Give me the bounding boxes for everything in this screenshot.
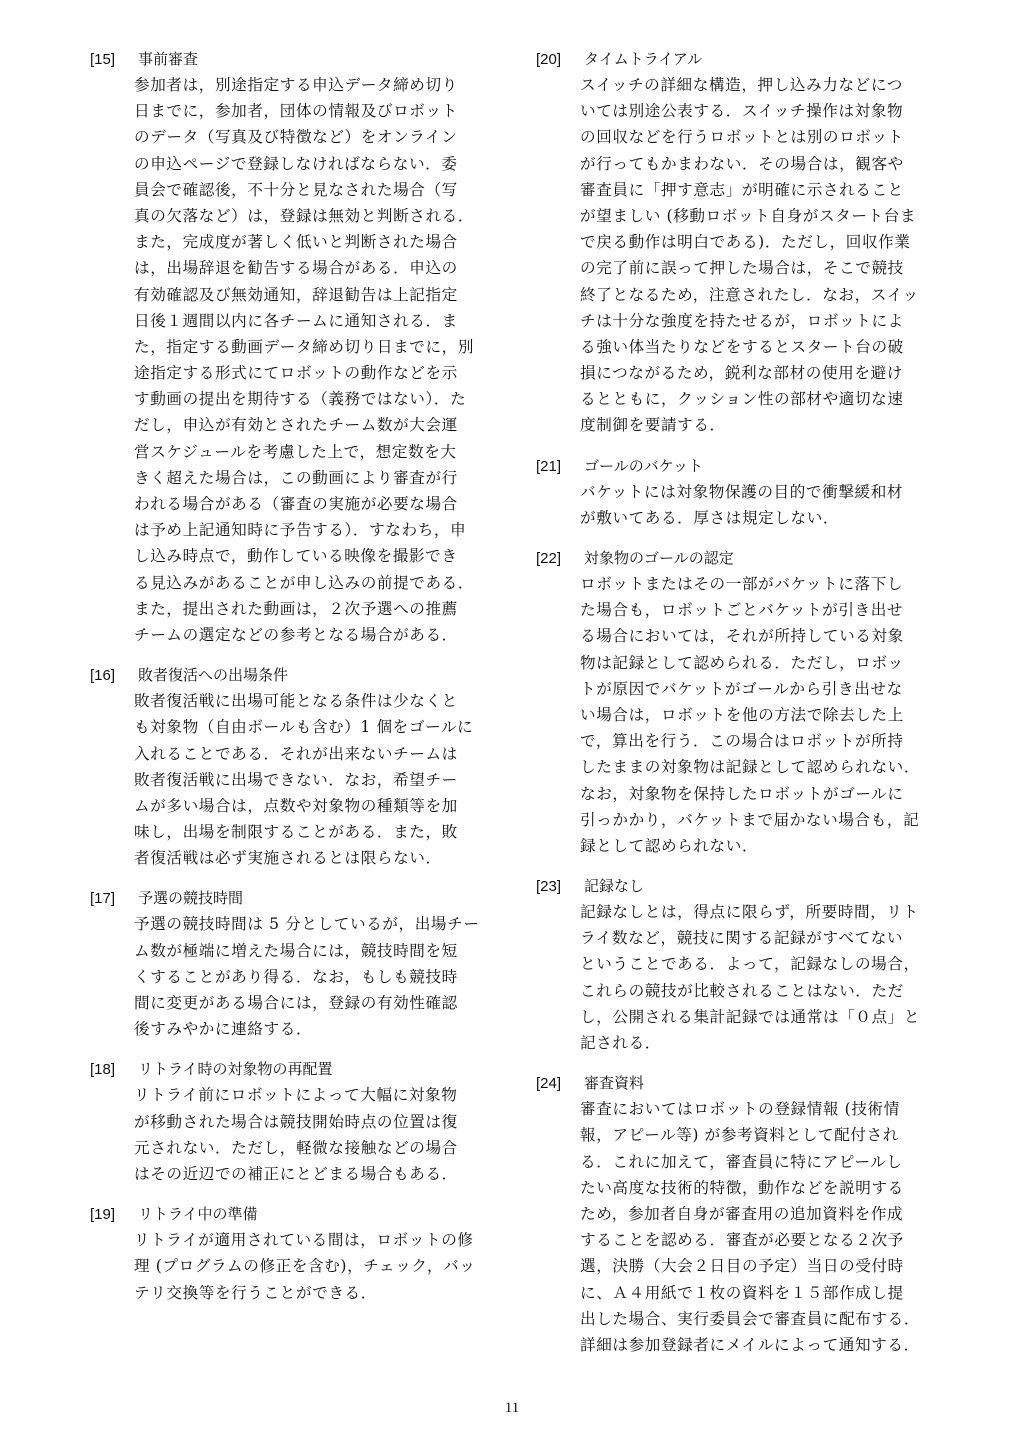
body-text-line: る見込みがあることが申し込みの前提である． [134, 573, 475, 592]
body-text-line: 報，アピール等) が参考資料として配付され [580, 1126, 899, 1145]
body-text-line: なお，対象物を保持したロボットがゴールに [580, 784, 904, 803]
section-heading [536, 873, 976, 899]
body-text-line: だし，申込が有効とされたチーム数が大会運 [134, 416, 458, 435]
section-heading [90, 46, 530, 72]
rule-section [536, 545, 976, 859]
section-title: 審査資料 [584, 1074, 645, 1093]
body-text-line: 記録なしとは，得点に限らず，所要時間，リト [580, 903, 919, 922]
body-text-line: はその近辺での補正にとどまる場合もある． [134, 1164, 458, 1183]
body-text-line: 者復活戦は必ず実施されるとは限らない． [134, 849, 442, 868]
body-text-line: 物は記録として認められる．ただし，ロボッ [580, 653, 904, 672]
body-text-line: ムが多い場合は，点数や対象物の種類等を加 [134, 796, 458, 815]
body-text-line: また，完成度が著しく低いと判断された場合 [134, 233, 458, 252]
body-text-line: 理 (プログラムの修正を含む)，チェック，バッ [134, 1257, 476, 1276]
body-text-line: 詳細は参加登録者にメイルによって通知する． [580, 1335, 920, 1354]
rule-section [90, 1056, 530, 1187]
section-body [536, 899, 976, 1056]
section-heading [536, 1070, 976, 1096]
body-text-line: し，公開される集計記録では通常は「０点」と [580, 1007, 921, 1026]
body-text-line: チは十分な強度を持たせるが，ロボットによ [580, 311, 904, 330]
section-body [90, 1082, 530, 1187]
section-title: 事前審査 [138, 50, 199, 68]
body-text-line: 途指定する形式にてロボットの動作などを示 [134, 364, 458, 383]
body-text-line: ライ数など，競技に関する記録がすべてない [580, 929, 904, 948]
body-text-line: 終了となるため，注意されたし．なお，スイッ [580, 285, 919, 304]
body-text-line: 日までに，参加者，団体の情報及びロボット [134, 102, 458, 121]
section-number: [16] [90, 667, 116, 685]
body-text-line: バケットには対象物保護の目的で衝撃緩和材 [580, 482, 904, 501]
left-column [90, 46, 530, 1320]
section-number: [23] [536, 878, 562, 896]
section-body [536, 72, 976, 439]
body-text-line: 損につながるため，鋭利な部材の使用を避け [580, 364, 903, 383]
body-text-line: トが原因でバケットがゴールから引き出せな [580, 679, 903, 698]
body-text-line: いては別途公表する．スイッチ操作は対象物 [580, 102, 904, 121]
section-heading [536, 545, 976, 571]
section-title: リトライ中の準備 [138, 1205, 258, 1224]
section-body [536, 479, 976, 531]
body-text-line: 度制御を要請する． [580, 416, 726, 435]
section-heading [536, 46, 976, 72]
body-text-line: る強い体当たりなどをするとスタート台の破 [580, 337, 904, 356]
body-text-line: 味し，出場を制限することがある．また，敗 [134, 823, 458, 842]
rule-section [536, 453, 976, 531]
section-number: [24] [536, 1075, 562, 1093]
section-number: [17] [90, 890, 116, 908]
body-text-line: 予選の競技時間は 5 分としているが，出場チー [134, 915, 480, 934]
body-text-line: るとともに，クッション性の部材や適切な速 [580, 390, 904, 409]
body-text-line: われる場合がある（審査の実施が必要な場合 [134, 495, 458, 513]
rule-section [90, 46, 530, 648]
section-number: [21] [536, 457, 562, 475]
body-text-line: ため，参加者自身が審査用の追加資料を作成 [580, 1204, 904, 1223]
body-text-line: 審査員に「押す意志」が明確に示されること [580, 180, 904, 199]
body-text-line: 入れることである．それが出来ないチームは [134, 744, 458, 763]
rule-section [90, 885, 530, 1042]
body-text-line: たい高度な技術的特徴，動作などを説明する [580, 1178, 904, 1197]
body-text-line: リトライ前にロボットによって大幅に対象物 [134, 1086, 458, 1105]
page-number: 11 [504, 1400, 520, 1416]
body-text-line: に、Ａ４用紙で１枚の資料を１５部作成し提 [580, 1283, 904, 1302]
body-text-line: 審査においてはロボットの登録情報 (技術情 [580, 1100, 900, 1119]
section-title: タイムトライアル [584, 50, 703, 68]
section-number: [15] [90, 51, 116, 68]
section-body [536, 1096, 976, 1358]
rule-section [90, 662, 530, 871]
body-text-line: の完了前に誤って押した場合は，そこで競技 [580, 259, 904, 278]
body-text-line: 記される． [580, 1034, 661, 1052]
body-text-line: 選，決勝（大会２日目の予定）当日の受付時 [580, 1257, 904, 1276]
body-text-line: チームの選定などの参考となる場合がある． [134, 625, 458, 644]
rule-section [90, 1201, 530, 1306]
body-text-line: が行ってもかまわない．その場合は，観客や [580, 154, 904, 173]
section-title: ゴールのバケット [584, 456, 703, 475]
rule-section [536, 873, 976, 1056]
section-title: 予選の競技時間 [138, 889, 244, 908]
rule-section [536, 46, 976, 439]
body-text-line: テリ交換等を行うことができる． [134, 1283, 377, 1302]
body-text-line: したままの対象物は記録として認められない． [580, 758, 921, 777]
body-text-line: し込み時点で，動作している映像を撮影でき [134, 547, 458, 566]
section-title: リトライ時の対象物の再配置 [138, 1060, 333, 1079]
body-text-line: スイッチの詳細な構造，押し込み力などにつ [580, 76, 903, 94]
body-text-line: ム数が極端に増えた場合には，競技時間を短 [134, 941, 458, 960]
section-number: [19] [90, 1206, 116, 1224]
body-text-line: また，提出された動画は，２次予選への推薦 [134, 599, 458, 618]
section-body [90, 911, 530, 1042]
body-text-line: た場合も，ロボットごとバケットが引き出せ [580, 601, 904, 620]
body-text-line: は，出場辞退を勧告する場合がある．申込の [134, 259, 458, 278]
body-text-line: 間に変更がある場合には，登録の有効性確認 [134, 994, 458, 1012]
section-body [90, 72, 530, 648]
body-text-line: が望ましい (移動ロボット自身がスタート台ま [580, 206, 917, 225]
section-title: 敗者復活への出場条件 [138, 666, 289, 685]
body-text-line: 後すみやかに連絡する． [134, 1020, 313, 1039]
body-text-line: た，指定する動画データ締め切り日までに，別 [134, 337, 475, 356]
body-text-line: が敷いてある．厚さは規定しない． [580, 508, 840, 527]
section-heading [90, 662, 530, 688]
section-body [90, 688, 530, 871]
body-text-line: る．これに加えて，審査員に特にアピールし [580, 1152, 903, 1171]
body-text-line: することを認める．審査が必要となる２次予 [580, 1231, 904, 1250]
body-text-line: 員会で確認後，不十分と見なされた場合（写 [134, 180, 458, 199]
body-text-line: きく超えた場合は，この動画により審査が行 [134, 468, 458, 487]
section-body [536, 571, 976, 859]
section-title: 対象物のゴールの認定 [584, 549, 734, 567]
section-body [90, 1227, 530, 1306]
body-text-line: くすることがあり得る．なお，もしも競技時 [134, 967, 458, 986]
body-text-line: 引っかかり，バケットまで届かない場合も，記 [580, 810, 920, 829]
body-text-line: も対象物（自由ボールも含む）1 個をゴールに [134, 718, 474, 737]
section-title: 記録なし [584, 877, 645, 896]
body-text-line: リトライが適用されている間は，ロボットの修 [134, 1231, 474, 1250]
section-number: [20] [536, 51, 562, 68]
body-text-line: ということである．よって，記録なしの場合， [580, 955, 920, 974]
body-text-line: い場合は，ロボットを他の方法で除去した上 [580, 705, 904, 724]
body-text-line: の回収などを行うロボットとは別のロボット [580, 128, 904, 147]
body-text-line: る場合においては，それが所持している対象 [580, 627, 904, 646]
body-text-line: 敗者復活戦に出場可能となる条件は少なくと [134, 692, 458, 711]
body-text-line: 有効確認及び無効通知，辞退勧告は上記指定 [134, 285, 458, 304]
body-text-line: す動画の提出を期待する（義務ではない）．た [134, 390, 467, 409]
body-text-line: で戻る動作は明白である)．ただし，回収作業 [580, 233, 911, 252]
section-number: [22] [536, 550, 562, 567]
body-text-line: これらの競技が比較されることはない．ただ [580, 981, 904, 1000]
body-text-line: 敗者復活戦に出場できない．なお，希望チー [134, 770, 458, 789]
section-heading [90, 885, 530, 911]
body-text-line: 出した場合、実行委員会で審査員に配布する． [580, 1309, 921, 1328]
body-text-line: は予め上記通知時に予告する）．すなわち，申 [134, 521, 467, 540]
body-text-line: の申込ページで登録しなければならない．委 [134, 154, 458, 173]
body-text-line: ロボットまたはその一部がバケットに落下し [580, 575, 904, 593]
section-heading [536, 453, 976, 479]
body-text-line: 参加者は，別途指定する申込データ締め切り [134, 76, 458, 94]
body-text-line: 営スケジュールを考慮した上で，想定数を大 [134, 442, 457, 461]
section-heading [90, 1201, 530, 1227]
body-text-line: が移動された場合は競技開始時点の位置は復 [134, 1112, 458, 1131]
body-text-line: 録として認められない． [580, 836, 759, 855]
right-column [536, 46, 976, 1372]
rule-section [536, 1070, 976, 1358]
body-text-line: 日後１週間以内に各チームに通知される．ま [134, 311, 458, 330]
body-text-line: 元されない．ただし，軽微な接触などの場合 [134, 1138, 458, 1157]
body-text-line: で，算出を行う．この場合はロボットが所持 [580, 732, 904, 751]
body-text-line: のデータ（写真及び特徴など）をオンライン [134, 128, 458, 147]
body-text-line: 真の欠落など）は，登録は無効と判断される． [134, 206, 475, 225]
section-number: [18] [90, 1061, 116, 1079]
section-heading [90, 1056, 530, 1082]
